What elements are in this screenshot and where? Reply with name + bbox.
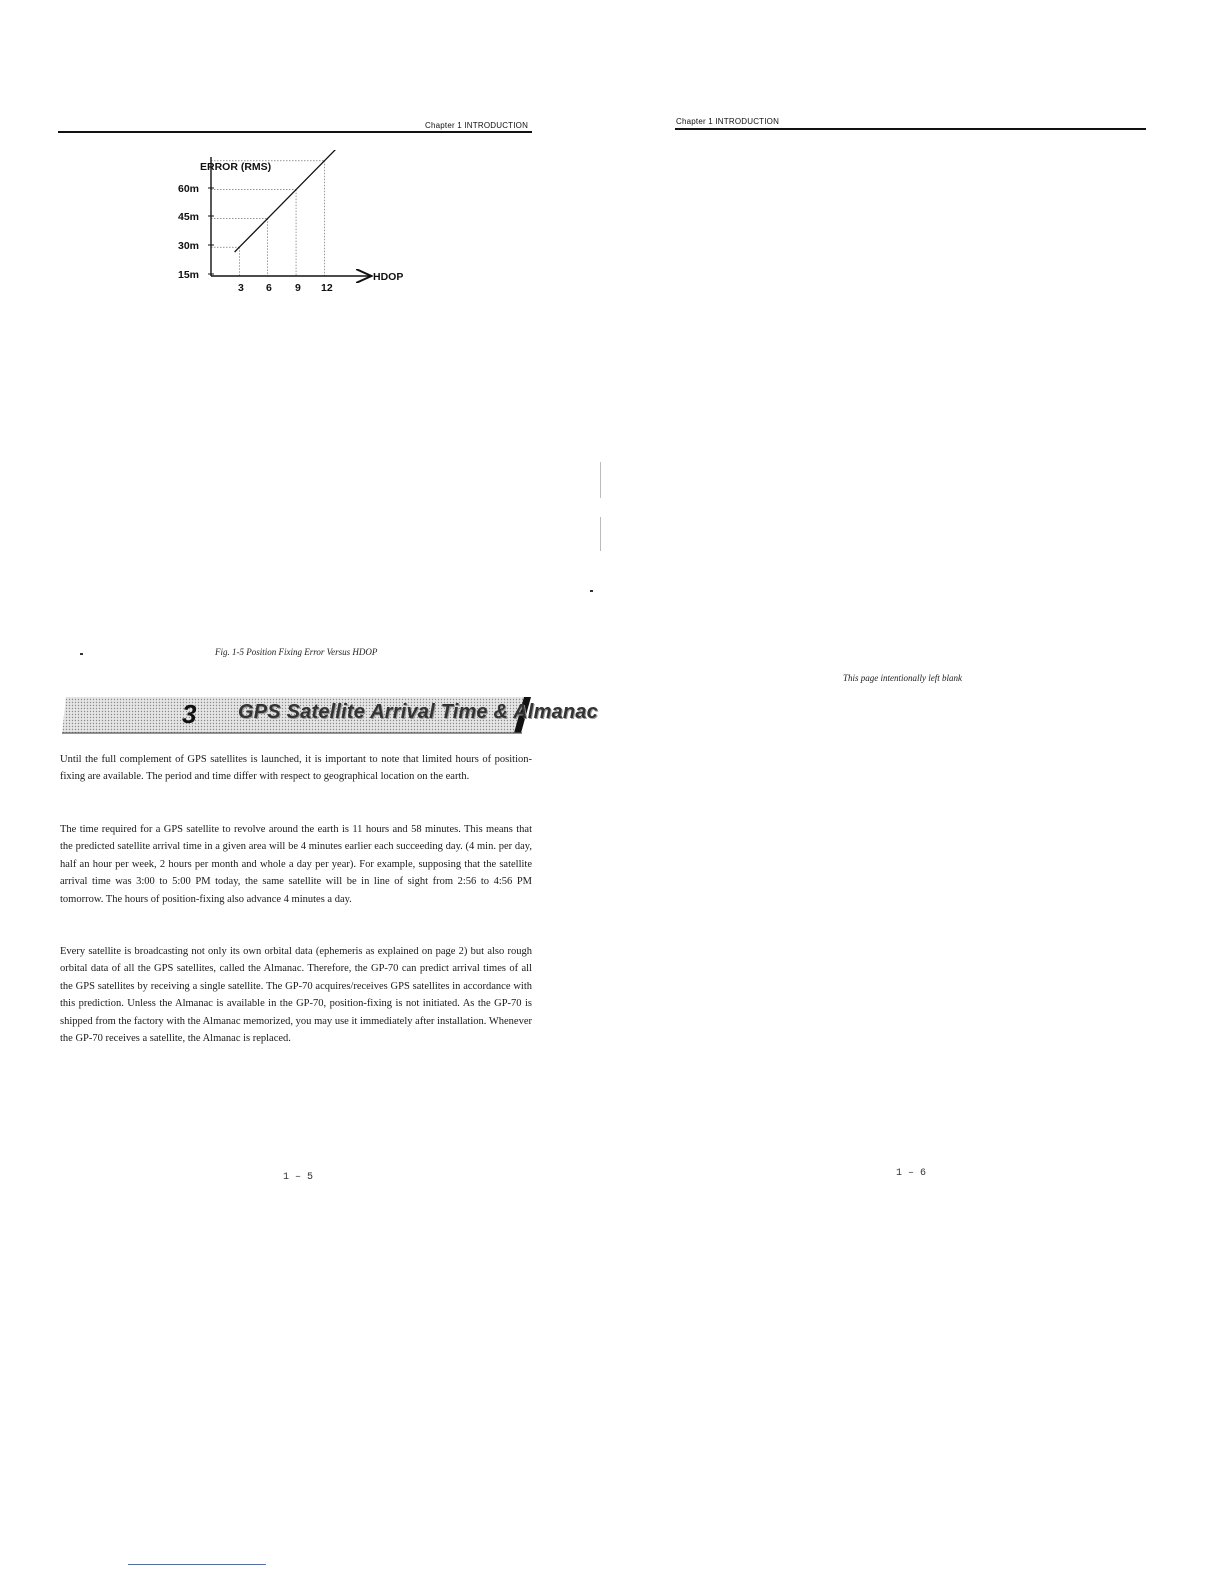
running-head-left: Chapter 1 INTRODUCTION <box>425 121 529 130</box>
x-axis-label: HDOP <box>373 271 404 283</box>
paragraph-1: Until the full complement of GPS satellites is launched, it is important to note that limited hours of position-fixing are available. The period and time differ with respect to geographical location on the earth. <box>60 754 532 783</box>
figure-caption: Fig. 1-5 Position Fixing Error Versus HDOP <box>215 647 378 657</box>
scan-mark <box>600 517 601 551</box>
section-number: 3 <box>182 699 197 729</box>
y-tick-label-30m: 30m <box>178 240 200 252</box>
running-head-right: Chapter 1 INTRODUCTION <box>676 117 780 126</box>
y-ticks <box>178 183 214 281</box>
paragraph-3: Every satellite is broadcasting not only its own orbital data (ephemeris as explained on page 2) but also rough orbital data of all the GPS satellites, called the Almanac. Therefore, the GP-70 can predict arrival times of all the GPS satellites by receiving a single satellite. The GP-70 acquires/receives GPS satellites in accordance with this prediction. Unless the Almanac is available in the GP-70, position-fixing is not initiated. As the GP-70 is shipped from the factory with the Almanac memorized, you may use it immediately after installation. Whenever the GP-70 receives a satellite, the Almanac is replaced. <box>60 946 532 1045</box>
x-tick-label-9: 9 <box>295 282 301 294</box>
error-vs-hdop-chart <box>150 150 450 300</box>
scan-mark <box>590 590 593 592</box>
section-title: GPS Satellite Arrival Time & Almanac <box>238 701 598 723</box>
scan-mark <box>128 1564 266 1565</box>
scan-mark <box>600 462 601 498</box>
x-tick-label-6: 6 <box>266 282 272 294</box>
x-ticks <box>238 282 333 294</box>
x-tick-label-3: 3 <box>238 282 244 294</box>
page-number-right: 1 – 6 <box>896 1168 927 1179</box>
header-rule-left <box>58 131 532 133</box>
x-tick-label-12: 12 <box>321 282 333 294</box>
page-number-left: 1 – 5 <box>283 1172 314 1183</box>
section-banner <box>62 695 598 735</box>
y-axis-label: ERROR (RMS) <box>200 161 272 173</box>
header-rule-right <box>675 128 1146 130</box>
y-tick-label-60m: 60m <box>178 183 200 195</box>
y-tick-label-15m: 15m <box>178 269 200 281</box>
blank-page-note: This page intentionally left blank <box>843 673 962 683</box>
y-tick-label-45m: 45m <box>178 211 200 223</box>
paragraph-2: The time required for a GPS satellite to revolve around the earth is 11 hours and 58 minutes. This means that the predicted satellite arrival time in a given area will be 4 minutes earlier each succeeding day. (4 min. per day, half an hour per week, 2 hours per month and whole a day per year). For example, supposing that the satellite arrival time was 3:00 to 5:00 PM today, the same satellite will be in line of sight from 2:56 to 4:56 PM tomorrow. The hours of position-fixing also advance 4 minutes a day. <box>60 824 532 905</box>
scan-mark <box>80 653 83 655</box>
